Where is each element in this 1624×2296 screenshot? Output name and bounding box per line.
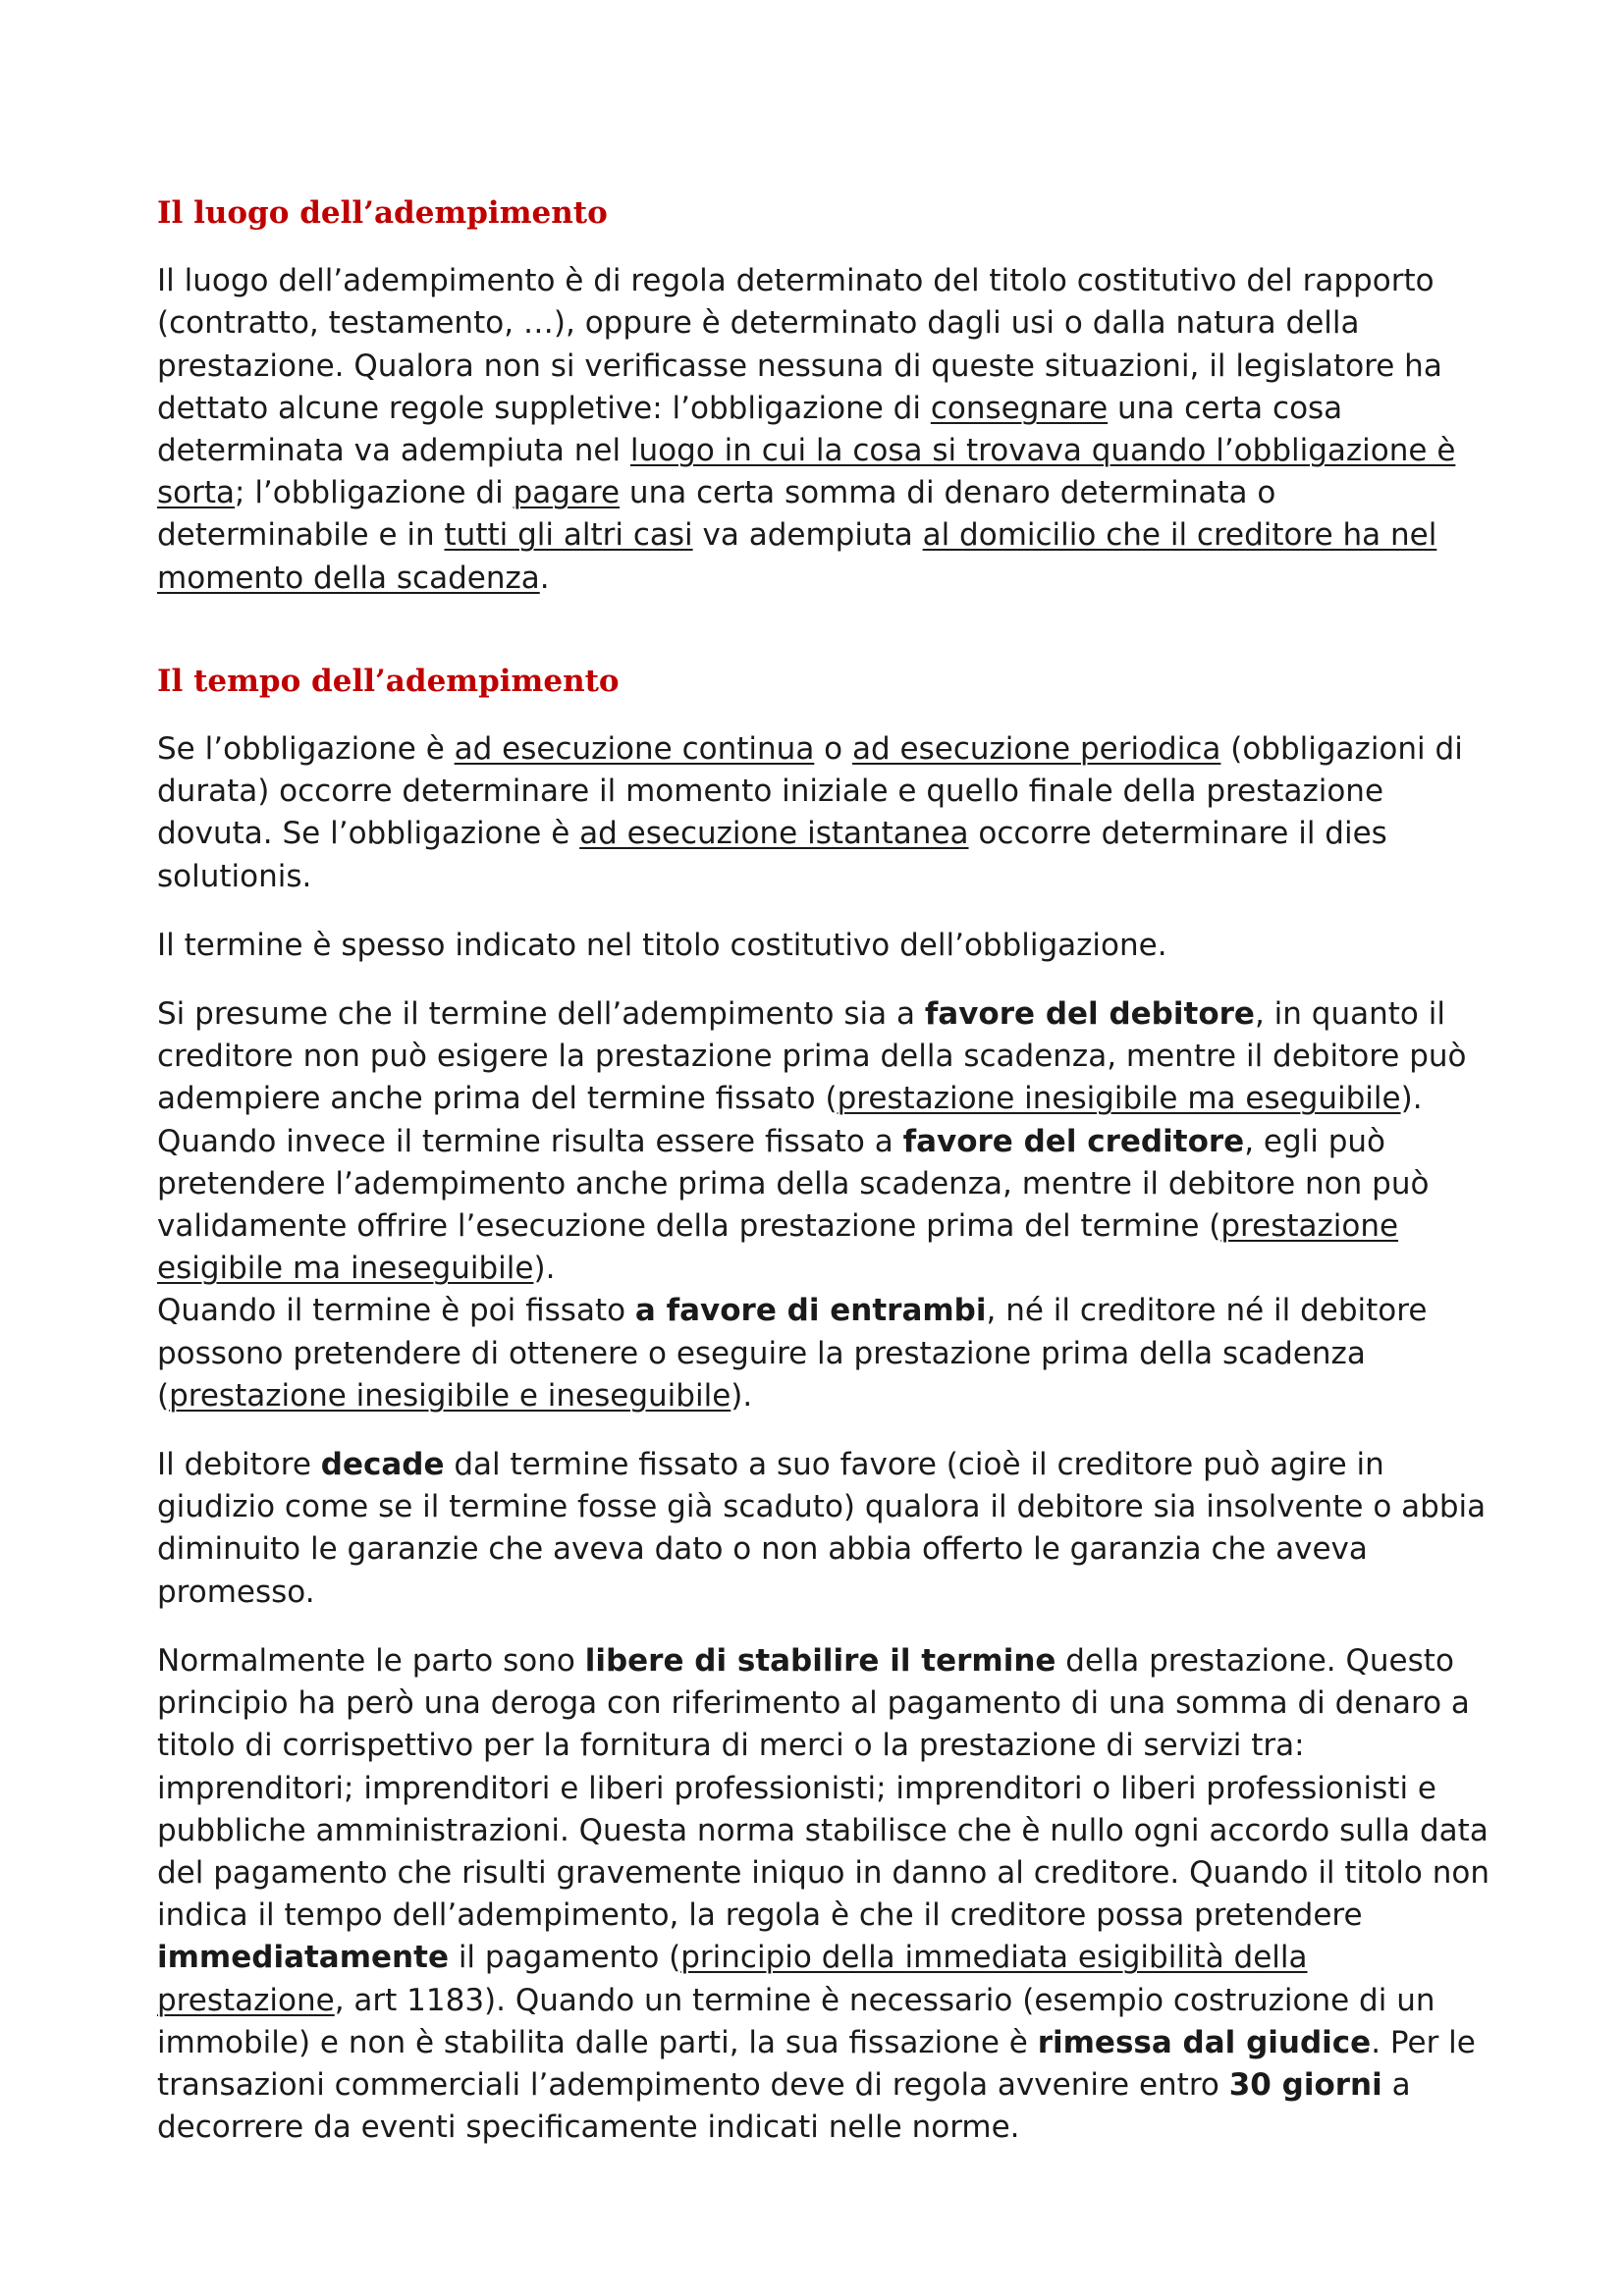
term-domicilio-creditore: al domicilio che il creditore ha nel momento della scadenza — [157, 517, 1437, 596]
term-inesigibile-ineseguibile: prestazione inesigibile e ineseguibile — [169, 1377, 731, 1414]
term-esecuzione-istantanea: ad esecuzione istantanea — [579, 816, 969, 852]
term-rimessa-giudice: rimessa dal giudice — [1037, 2024, 1372, 2060]
term-pagare: pagare — [513, 475, 621, 511]
paragraph-termine-libero: Normalmente le parto sono libere di stabilire il termine della prestazione. Questo principio ha però una deroga con riferimento al pagamento di una somma di denaro a titolo di corrispettivo per la fornitura di merci o la prestazione di servizi tra: imprenditori; imprenditori e liberi professionisti; imprenditori o liberi professionisti e pubbliche amministrazioni. Questa norma stabilisce che è nullo ogni accordo sulla data del pagamento che risulti gravemente iniquo in danno al creditore. Quando il titolo non indica il tempo dell’adempimento, la regola è che il creditore possa pretendere immediatamente il pagamento (principio della immediata esigibilità della prestazione, art 1183). Quando un termine è necessario (esempio costruzione di un immobile) e non è stabilita dalle parti, la sua fissazione è rimessa dal giudice. Per le transazioni commerciali l’adempimento deve di regola avvenire entro 30 giorni a decorrere da eventi specificamente indicati nelle norme. — [157, 1642, 1489, 2146]
term-favore-creditore: favore del creditore — [902, 1123, 1245, 1159]
paragraph-favore: Si presume che il termine dell’adempimento sia a favore del debitore, in quanto il creditore non può esigere la prestazione prima della scadenza, mentre il debitore può adempiere anche prima del termine fissato (prestazione inesigibile ma eseguibile). Quando invece il termine risulta essere fissato a favore del creditore, egli può pretendere l’adempimento anche prima della scadenza, mentre il debitore non può validamente offrire l’esecuzione della prestazione prima del termine (prestazione esigibile ma ineseguibile). Quando il termine è poi fissato a favore di entrambi, né il creditore né il debitore possono pretendere di ottenere o eseguire la prestazione prima della scadenza (prestazione inesigibile e ineseguibile). — [157, 996, 1467, 1414]
term-esecuzione-continua: ad esecuzione continua — [454, 731, 815, 768]
term-libere-stabilire: libere di stabilire il termine — [584, 1642, 1056, 1679]
heading-tempo: Il tempo dell’adempimento — [157, 663, 620, 699]
term-esecuzione-periodica: ad esecuzione periodica — [852, 731, 1221, 768]
term-inesigibile-eseguibile: prestazione inesigibile ma eseguibile — [837, 1081, 1401, 1117]
term-favore-entrambi: a favore di entrambi — [634, 1293, 987, 1329]
document-page — [157, 192, 1492, 2149]
term-luogo-cosa: luogo in cui la cosa si trovava quando l’obbligazione è sorta — [157, 433, 1456, 511]
term-consegnare: consegnare — [930, 390, 1109, 426]
term-immediatamente: immediatamente — [157, 1940, 449, 1976]
paragraph-titolo: Il termine è spesso indicato nel titolo costitutivo dell’obbligazione. — [157, 927, 1167, 963]
term-immediata-esigibilita: principio della immediata esigibilità della prestazione — [157, 1940, 1308, 2018]
heading-luogo: Il luogo dell’adempimento — [157, 195, 608, 231]
paragraph-decadenza: Il debitore decade dal termine fissato a suo favore (cioè il creditore può agire in giudizio come se il termine fosse già scaduto) qualora il debitore sia insolvente o abbia diminuito le garanzie che aveva dato o non abbia offerto le garanzia che aveva promesso. — [157, 1447, 1487, 1610]
term-esigibile-ineseguibile: prestazione esigibile ma ineseguibile — [157, 1208, 1399, 1287]
term-favore-debitore: favore del debitore — [924, 996, 1255, 1033]
term-30-giorni: 30 giorni — [1228, 2066, 1382, 2103]
term-altri-casi: tutti gli altri casi — [444, 517, 693, 554]
paragraph-esecuzione: Se l’obbligazione è ad esecuzione continua o ad esecuzione periodica (obbligazioni di durata) occorre determinare il momento iniziale e quello finale della prestazione dovuta. Se l’obbligazione è ad esecuzione istantanea occorre determinare il dies solutionis. — [157, 731, 1463, 894]
term-decade: decade — [320, 1447, 445, 1483]
paragraph-luogo: Il luogo dell’adempimento è di regola determinato del titolo costitutivo del rapporto (contratto, testamento, …), oppure è determinato dagli usi o dalla natura della prestazione. Qualora non si verificasse nessuna di queste situazioni, il legislatore ha dettato alcune regole suppletive: l’obbligazione di consegnare una certa cosa determinata va adempiuta nel luogo in cui la cosa si trovava quando l’obbligazione è sorta; l’obbligazione di pagare una certa somma di denaro determinata o determinabile e in tutti gli altri casi va adempiuta al domicilio che il creditore ha nel momento della scadenza. — [157, 263, 1456, 596]
